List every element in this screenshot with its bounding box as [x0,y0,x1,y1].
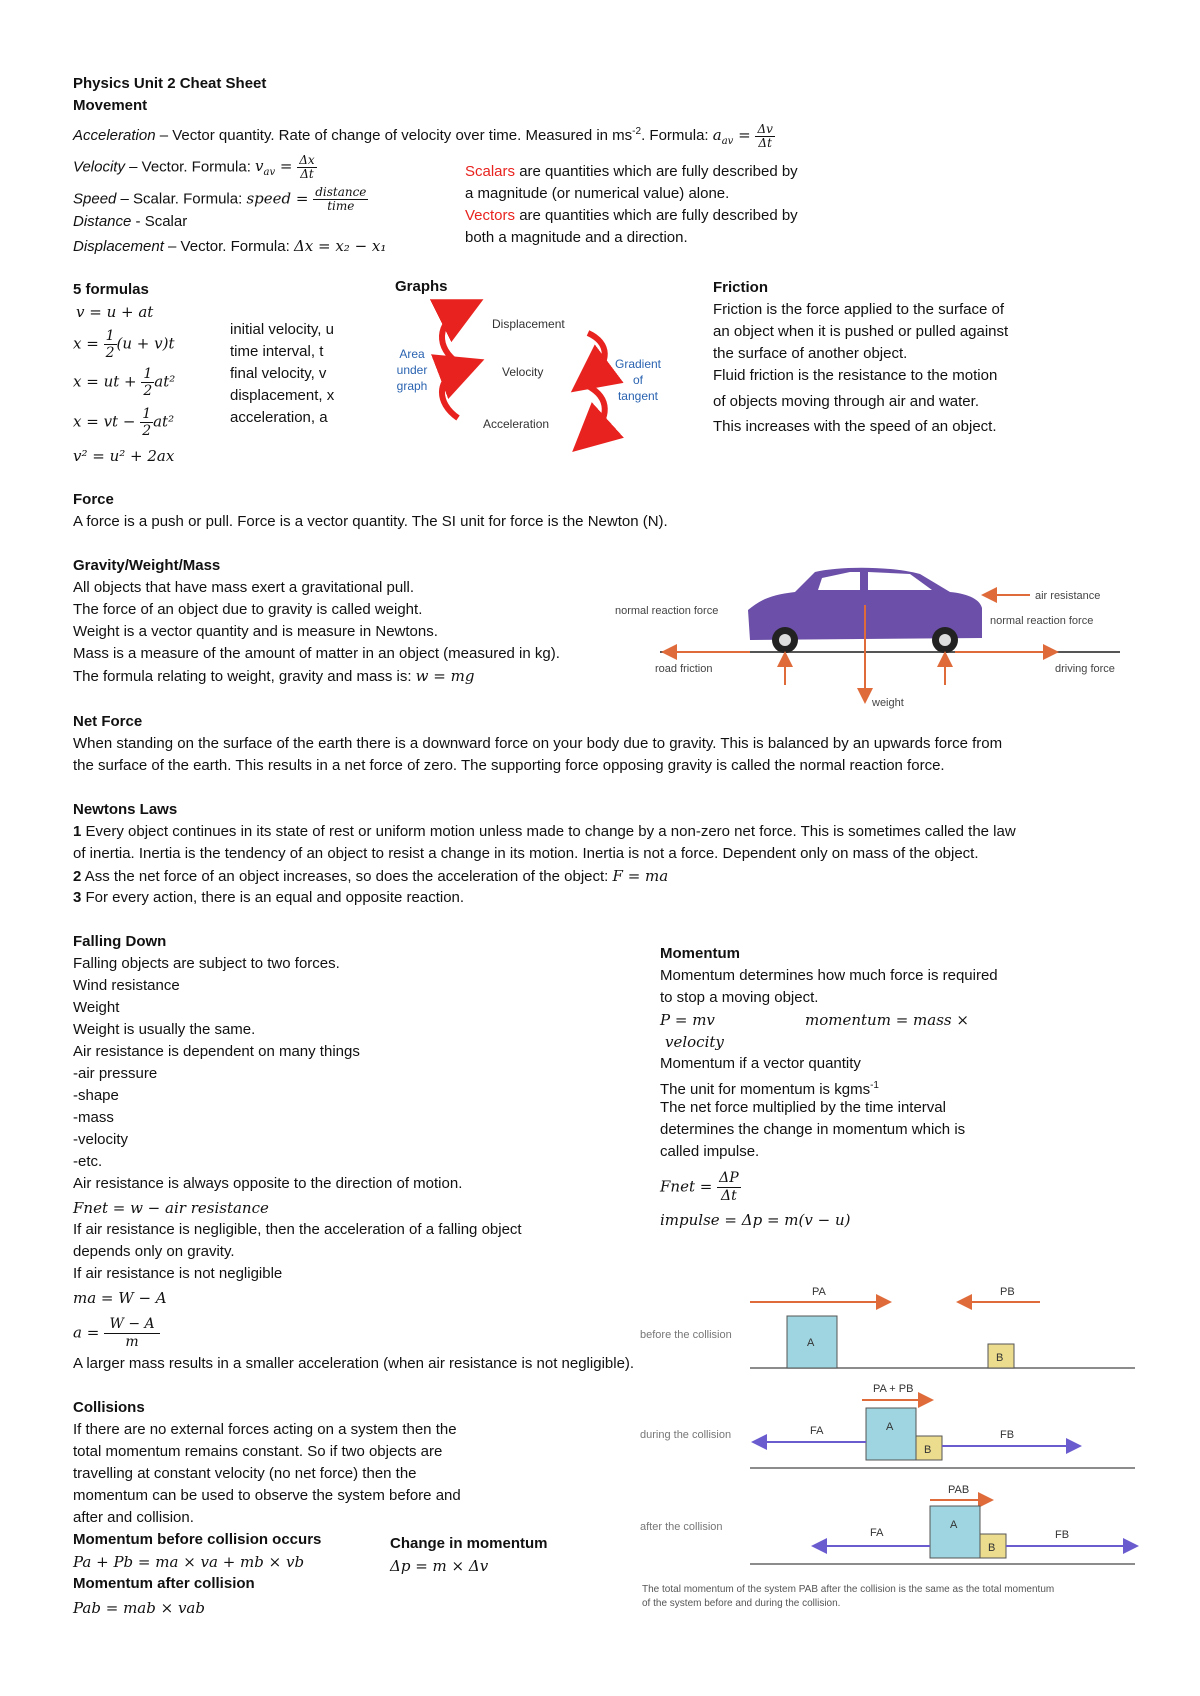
momentum-formula: P = mv [660,1011,715,1029]
speed-fraction: $\frac{\text{distance}}{\text{time}}$ [315,185,367,213]
left-arrow-lower [442,368,462,418]
collisions-line: after and collision. [73,1509,194,1526]
falling-line: Wind resistance [73,977,180,994]
momentum-before-formula: Pa + Pb = ma × va + mb × vb [73,1553,305,1571]
after-fa-label: FA [870,1527,884,1539]
velocity-definition: Velocity – Vector. Formula: $v_{av}$ = $\frac{\Delta x}{\Delta t}$ [73,153,315,181]
momentum-line: determines the change in momentum which is [660,1121,966,1138]
distance-definition: Distance - Scalar [73,213,188,230]
car-forces-diagram [610,560,1130,710]
falling-line: -air pressure [73,1065,158,1082]
newtons-law-2: 2 Ass the net force of an object increases, so does the acceleration of the object: F = ma [73,867,669,885]
after-pab-label: PAB [948,1484,970,1496]
collisions-heading: Collisions [73,1399,145,1416]
normal-reaction-label-right: normal reaction force [990,615,1094,627]
net-force-line: the surface of the earth. This results in a net force of zero. The supporting force opposing gravity is called the normal reaction force. [73,757,945,774]
air-resistance-label: air resistance [1035,590,1101,602]
falling-line: Weight is usually the same. [73,1021,256,1038]
falling-fnet-formula: Fnet = w − air resistance [73,1199,269,1217]
scalars-definition: Scalars are quantities which are fully described by [465,163,798,180]
graph-node-acceleration: Acceleration [483,417,550,431]
during-block-a-label: A [886,1421,894,1433]
newtons-heading: Newtons Laws [73,801,178,818]
weight-label: weight [872,697,904,709]
before-label: before the collision [640,1329,732,1341]
graph-node-displacement: Displacement [492,317,565,331]
falling-line: If air resistance is not negligible [73,1265,283,1282]
momentum-line: Momentum determines how much force is required [660,967,998,984]
momentum-heading: Momentum [660,945,740,962]
velocity-fraction: $\frac{\Delta x}{\Delta t}$ [299,153,315,181]
area-label-3: graph [396,379,428,393]
collisions-line: total momentum remains constant. So if two objects are [73,1443,443,1460]
during-block-a [866,1408,916,1460]
impulse-formula: impulse = Δp = m(v − u) [660,1211,851,1229]
after-block-a-label: A [950,1519,958,1531]
scalars-definition-line2: a magnitude (or numerical value) alone. [465,185,730,202]
gravity-line: The formula relating to weight, gravity and mass is: w = mg [73,667,475,685]
driving-force-label: driving force [1055,663,1115,675]
before-block-a-label: A [807,1337,815,1349]
gradient-label-1: Gradient [614,357,662,371]
formula-3: x = ut + $\frac{1}{2}$ at² [73,366,176,399]
gradient-label-3: tangent [617,389,659,403]
falling-line: Air resistance is dependent on many things [73,1043,360,1060]
falling-a-formula: a = $\frac{W - A}{m}$ [73,1316,160,1351]
before-pa-label: PA [812,1286,826,1298]
falling-heading: Falling Down [73,933,167,950]
falling-line: If air resistance is negligible, then the acceleration of a falling object [73,1221,522,1238]
after-fb-label: FB [1055,1529,1070,1541]
road-friction-label: road friction [655,663,713,675]
falling-line: depends only on gravity. [73,1243,235,1260]
after-label: after the collision [640,1521,723,1533]
formula-1: v = u + at [76,303,154,321]
falling-line: -velocity [73,1131,129,1148]
acceleration-fraction: $\frac{\Delta v}{\Delta t}$ [757,121,773,150]
normal-reaction-label-left: normal reaction force [615,605,719,617]
friction-line: This increases with the speed of an object. [713,418,997,435]
falling-ma-formula: ma = W − A [73,1289,167,1307]
newtons-law-1: 1 Every object continues in its state of rest or uniform motion unless made to change by a non-zero net force. This is sometimes called the law [73,823,1016,840]
during-label: during the collision [640,1429,732,1441]
right-arrow-lower [588,386,605,436]
gravity-line: All objects that have mass exert a gravitational pull. [73,579,415,596]
collisions-line: momentum can be used to observe the system before and [73,1487,461,1504]
page-title: Physics Unit 2 Cheat Sheet [73,75,267,92]
during-fb-label: FB [1000,1429,1015,1441]
change-momentum-heading: Change in momentum [390,1535,548,1552]
momentum-line: Momentum if a vector quantity [660,1055,861,1072]
friction-line: Fluid friction is the resistance to the motion [713,367,998,384]
area-label-1: Area [399,347,425,361]
formula-2: x = $\frac{1}{2}$ (u + v)t [73,328,175,361]
during-fa-label: FA [810,1425,824,1437]
collision-caption-line1: The total momentum of the system PAB after the collision is the same as the total momentum [642,1584,1055,1595]
falling-line: -mass [73,1109,114,1126]
formula-5: v² = u² + 2ax [73,447,175,465]
variable-u: initial velocity, u [230,321,334,338]
movement-heading: Movement [73,97,148,114]
falling-line: -shape [73,1087,119,1104]
force-text: A force is a push or pull. Force is a vector quantity. The SI unit for force is the Newton (N). [73,513,668,530]
during-block-b-label: B [924,1444,932,1456]
force-heading: Force [73,491,114,508]
formula-4: x = vt − $\frac{1}{2}$ at² [73,406,175,439]
gravity-line: The force of an object due to gravity is called weight. [73,601,423,618]
momentum-line: The net force multiplied by the time interval [660,1099,946,1116]
graphs-diagram [396,298,680,453]
collisions-line: If there are no external forces acting on a system then the [73,1421,457,1438]
vectors-definition: Vectors are quantities which are fully described by [465,207,798,224]
gravity-line: Weight is a vector quantity and is measure in Newtons. [73,623,438,640]
momentum-line: called impulse. [660,1143,760,1160]
friction-line: an object when it is pushed or pulled against [713,323,1009,340]
gravity-heading: Gravity/Weight/Mass [73,557,221,574]
newtons-law-3: 3 For every action, there is an equal and opposite reaction. [73,889,465,906]
variable-t: time interval, t [230,343,324,360]
after-block-a [930,1506,980,1558]
momentum-before-heading: Momentum before collision occurs [73,1531,322,1548]
friction-line: the surface of another object. [713,345,908,362]
area-label-2: under [396,363,428,377]
speed-definition: Speed – Scalar. Formula: speed = $\frac{\text{distance}}{\text{time}}$ [73,185,367,213]
graphs-heading: Graphs [395,278,448,295]
newtons-law-1-cont: of inertia. Inertia is the tendency of an object to resist a change in its motion. Inertia is not a force. Dependent only on mass of the object. [73,845,979,862]
gravity-line: Mass is a measure of the amount of matter in an object (measured in kg). [73,645,560,662]
momentum-after-heading: Momentum after collision [73,1575,255,1592]
vectors-definition-line2: both a magnitude and a direction. [465,229,688,246]
momentum-after-formula: Pab = mab × vab [73,1599,205,1617]
falling-line: Weight [73,999,120,1016]
change-momentum-formula: Δp = m × Δv [390,1557,489,1575]
momentum-word-formula: momentum = mass × [805,1011,969,1029]
friction-heading: Friction [713,279,768,296]
collision-caption-line2: of the system before and during the collision. [642,1598,841,1609]
net-force-heading: Net Force [73,713,143,730]
falling-last-line: A larger mass results in a smaller acceleration (when air resistance is not negligible). [73,1355,635,1372]
momentum-fnet-formula: Fnet = $\frac{\Delta P}{\Delta t}$ [660,1170,739,1204]
variable-a: acceleration, a [230,409,328,426]
variable-x: displacement, x [230,387,335,404]
variable-v: final velocity, v [230,365,327,382]
during-pab-label: PA + PB [873,1383,914,1395]
graph-node-velocity: Velocity [502,365,544,379]
friction-line: Friction is the force applied to the surface of [713,301,1004,318]
falling-line: Air resistance is always opposite to the direction of motion. [73,1175,463,1192]
collision-diagram [630,1270,1170,1620]
right-arrow-upper [588,333,605,378]
collisions-line: travelling at constant velocity (no net force) then the [73,1465,417,1482]
gradient-label-2: of [632,373,644,387]
falling-line: Falling objects are subject to two forces. [73,955,340,972]
momentum-line: to stop a moving object. [660,989,819,1006]
momentum-unit: The unit for momentum is kgms$^{-1}$ [660,1080,879,1098]
falling-line: -etc. [73,1153,103,1170]
friction-line: of objects moving through air and water. [713,393,979,410]
net-force-line: When standing on the surface of the earth there is a downward force on your body due to gravity. This is balanced by an upwards force from [73,735,1003,752]
after-block-b-label: B [988,1542,996,1554]
before-block-b-label: B [996,1352,1004,1364]
five-formulas-heading: 5 formulas [73,281,149,298]
before-pb-label: PB [1000,1286,1015,1298]
momentum-word-formula-cont: velocity [665,1033,724,1051]
acceleration-definition: Acceleration – Vector quantity. Rate of change of velocity over time. Measured in $ms^{-2}$. Formula: $a_{av}$ = $\frac{\Delta v}{\Delta t}$ [73,121,773,150]
displacement-definition: Displacement – Vector. Formula: Δx = x₂ − x₁ [73,237,387,255]
left-arrow-upper [442,310,462,363]
